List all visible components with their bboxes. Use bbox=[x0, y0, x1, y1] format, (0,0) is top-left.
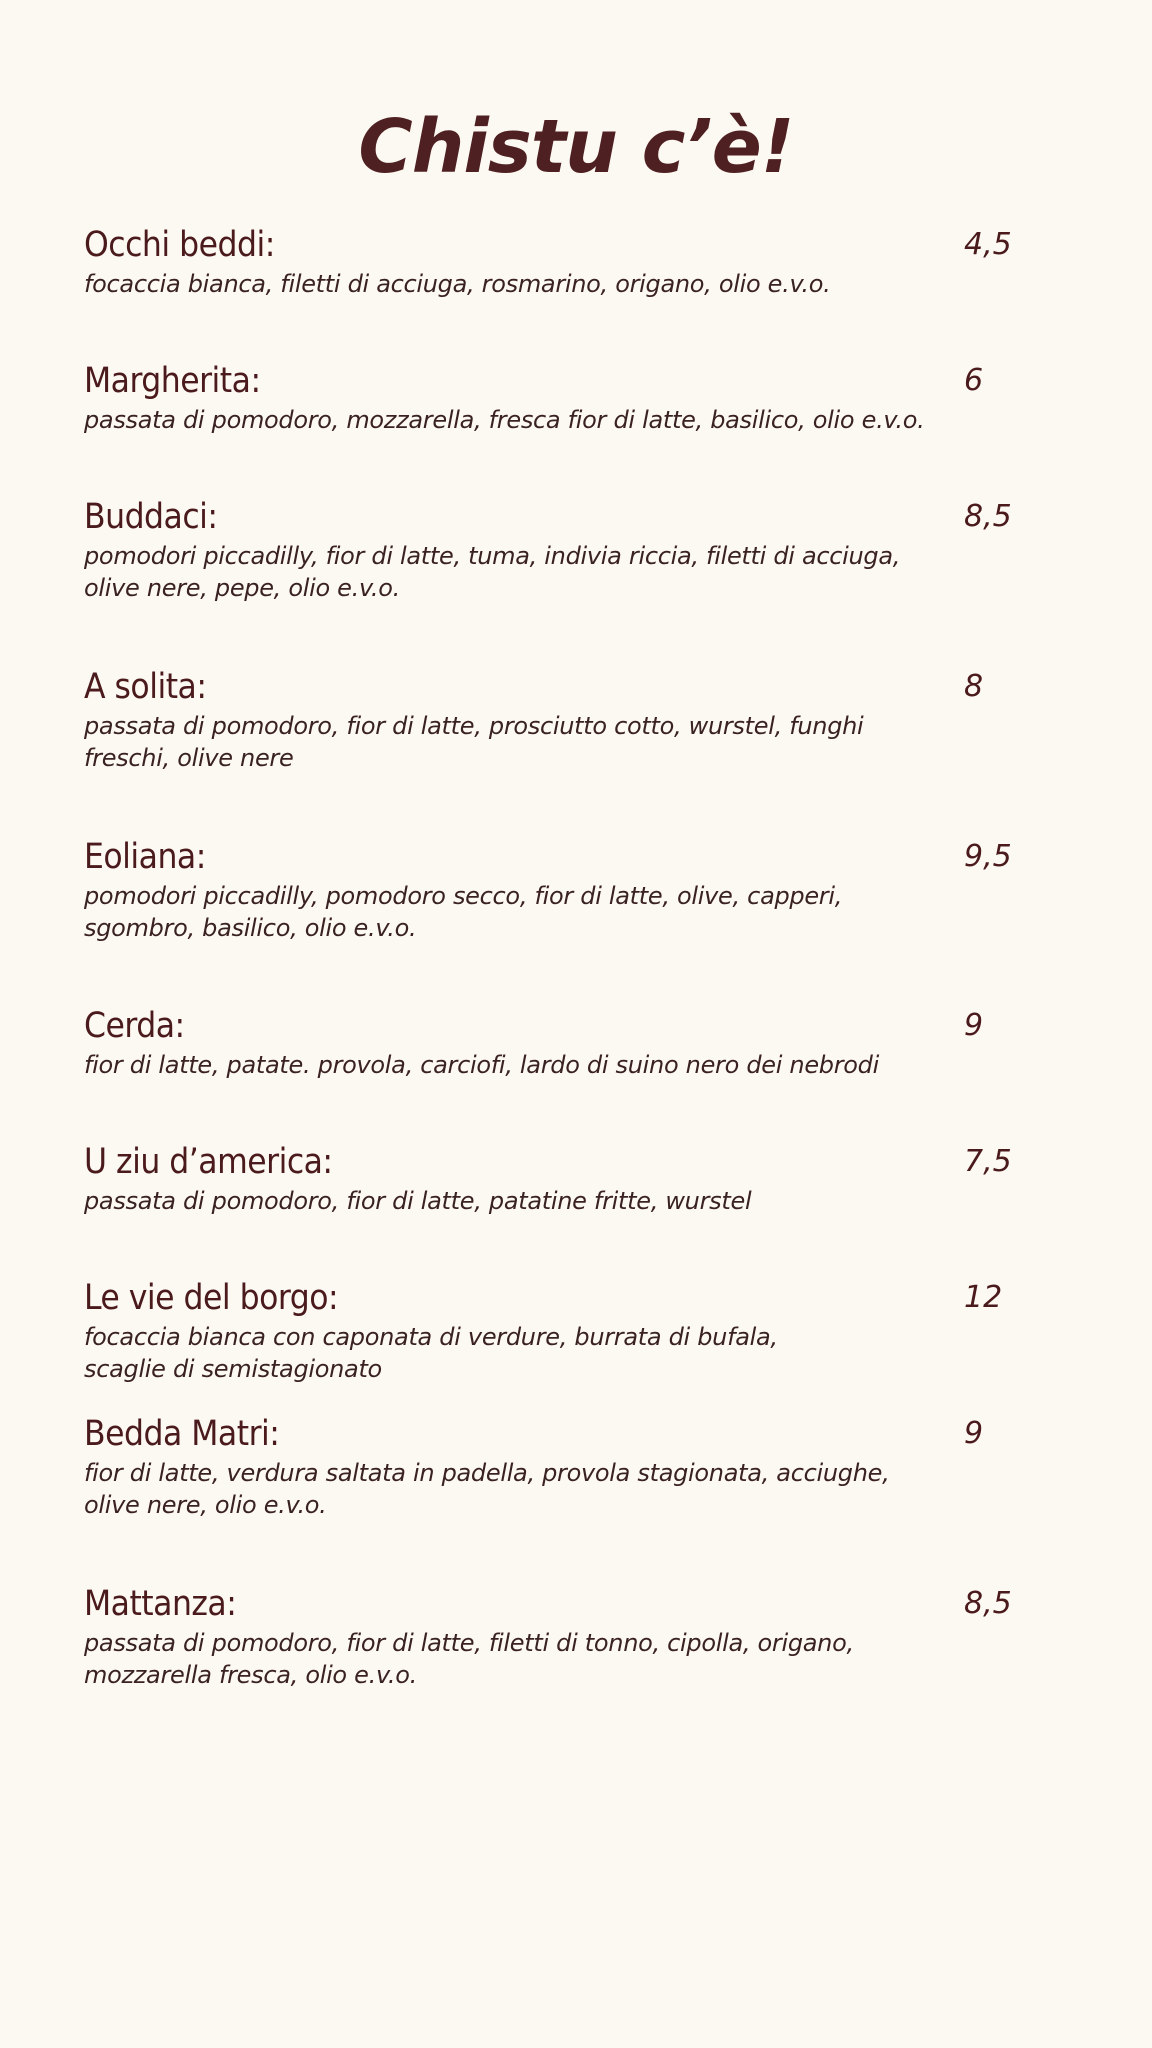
item-description: fior di latte, patate. provola, carciofi, lardo di suino nero dei nebrodi bbox=[84, 1051, 879, 1079]
item-price: 4,5 bbox=[964, 227, 1012, 262]
item-name: Cerda: bbox=[84, 1006, 185, 1046]
item-description: passata di pomodoro, fior di latte, prosciutto cotto, wurstel, funghi freschi, olive nere bbox=[84, 712, 864, 772]
menu-item bbox=[84, 1277, 1084, 1385]
menu-item bbox=[84, 1141, 1084, 1217]
item-name: U ziu d’america: bbox=[84, 1142, 333, 1182]
menu-item bbox=[84, 224, 1084, 300]
item-name: A solita: bbox=[84, 667, 207, 707]
menu-item bbox=[84, 1583, 1084, 1691]
item-price: 9 bbox=[964, 1008, 984, 1043]
menu-item bbox=[84, 1413, 1084, 1521]
item-name: Buddaci: bbox=[84, 497, 218, 537]
item-price: 6 bbox=[964, 363, 984, 398]
item-name: Mattanza: bbox=[84, 1584, 237, 1624]
item-price: 9,5 bbox=[964, 839, 1012, 874]
item-description: pomodori piccadilly, fior di latte, tuma, indivia riccia, filetti di acciuga, olive nere, pepe, olio e.v.o. bbox=[84, 542, 901, 602]
item-name: Occhi beddi: bbox=[84, 225, 275, 265]
item-description: passata di pomodoro, mozzarella, fresca fior di latte, basilico, olio e.v.o. bbox=[84, 406, 925, 434]
item-name: Eoliana: bbox=[84, 837, 206, 877]
item-price: 8,5 bbox=[964, 1586, 1012, 1621]
menu-item bbox=[84, 360, 1084, 436]
item-description: passata di pomodoro, fior di latte, patatine fritte, wurstel bbox=[84, 1187, 752, 1215]
item-price: 7,5 bbox=[964, 1144, 1012, 1179]
item-price: 8 bbox=[964, 669, 984, 704]
item-name: Bedda Matri: bbox=[84, 1414, 280, 1454]
item-name: Margherita: bbox=[84, 361, 261, 401]
item-description: focaccia bianca, filetti di acciuga, rosmarino, origano, olio e.v.o. bbox=[84, 270, 831, 298]
menu-item bbox=[84, 496, 1084, 604]
menu-title: Chistu c’è! bbox=[358, 104, 794, 190]
item-description: passata di pomodoro, fior di latte, filetti di tonno, cipolla, origano, mozzarella fresca, olio e.v.o. bbox=[84, 1629, 854, 1689]
item-description: fior di latte, verdura saltata in padella, provola stagionata, acciughe, olive nere, olio e.v.o. bbox=[84, 1459, 890, 1519]
item-description: focaccia bianca con caponata di verdure, burrata di bufala, scaglie di semistagionato bbox=[84, 1323, 778, 1383]
item-price: 9 bbox=[964, 1416, 984, 1451]
menu-item bbox=[84, 666, 1084, 774]
item-name: Le vie del borgo: bbox=[84, 1278, 339, 1318]
menu-item bbox=[84, 836, 1084, 944]
item-price: 8,5 bbox=[964, 499, 1012, 534]
item-price: 12 bbox=[964, 1280, 1003, 1315]
menu-item bbox=[84, 1005, 1084, 1081]
item-description: pomodori piccadilly, pomodoro secco, fior di latte, olive, capperi, sgombro, basilico, olio e.v.o. bbox=[84, 882, 843, 942]
